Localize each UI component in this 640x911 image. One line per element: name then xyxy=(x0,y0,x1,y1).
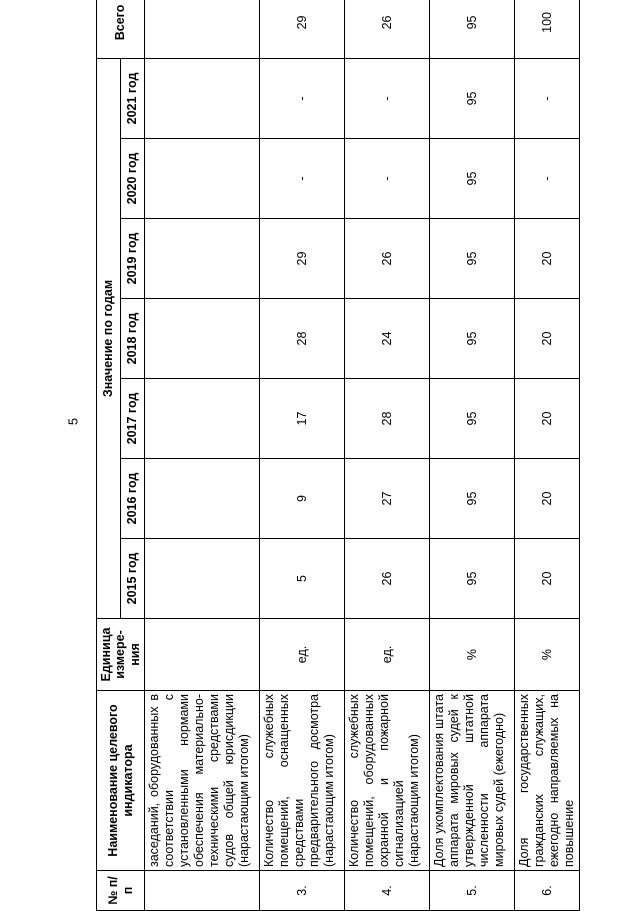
total-cell: 29 xyxy=(260,0,345,58)
header-year: 2021 год xyxy=(121,58,145,138)
value-cell: 17 xyxy=(260,379,345,459)
header-year: 2016 год xyxy=(121,459,145,539)
header-values-by-year: Значение по годам xyxy=(97,58,121,618)
total-cell: 100 xyxy=(515,0,580,58)
value-cell xyxy=(145,58,260,138)
table-row xyxy=(145,0,260,911)
header-unit: Единица измере-ния xyxy=(97,619,145,691)
value-cell: 26 xyxy=(345,219,430,299)
indicator-table xyxy=(96,0,580,911)
indicator-name: заседаний, оборудованных в соответствии с установленными нормами обеспечения материально-техническими средствами судов общей юрисдикции (нарастающим итогом) xyxy=(145,691,260,871)
value-cell: - xyxy=(260,139,345,219)
value-cell: 20 xyxy=(515,379,580,459)
value-cell: 95 xyxy=(430,139,515,219)
indicator-name: Количество служебных помещений, оборудованных охранной и пожарной сигнализацией (нарастающим итогом) xyxy=(345,691,430,871)
row-number: 3. xyxy=(260,871,345,911)
value-cell xyxy=(145,459,260,539)
row-number: 4. xyxy=(345,871,430,911)
table-header xyxy=(97,0,145,911)
page-number: 5 xyxy=(65,417,81,426)
header-number: № п/п xyxy=(97,871,145,911)
header-year: 2019 год xyxy=(121,219,145,299)
table-row xyxy=(430,0,515,911)
value-cell: 9 xyxy=(260,459,345,539)
value-cell: 20 xyxy=(515,219,580,299)
value-cell: - xyxy=(515,58,580,138)
unit-cell: % xyxy=(515,619,580,691)
value-cell: 28 xyxy=(260,299,345,379)
unit-cell xyxy=(145,619,260,691)
table-row xyxy=(260,0,345,911)
value-cell: 95 xyxy=(430,58,515,138)
indicator-name: Доля укомплектования штата аппарата мировых судей к утвержденной штатной численности аппарата мировых судей (ежегодно) xyxy=(430,691,515,871)
indicator-name: Доля государственных гражданских служащих, ежегодно направляемых на повышение xyxy=(515,691,580,871)
value-cell: 95 xyxy=(430,379,515,459)
value-cell: - xyxy=(345,58,430,138)
unit-cell: ед. xyxy=(260,619,345,691)
value-cell: 95 xyxy=(430,459,515,539)
header-indicator-name: Наименование целевого индикатора xyxy=(97,691,145,871)
row-number: 6. xyxy=(515,871,580,911)
value-cell: 29 xyxy=(260,219,345,299)
total-cell: 95 xyxy=(430,0,515,58)
header-year: 2015 год xyxy=(121,539,145,619)
value-cell: - xyxy=(345,139,430,219)
value-cell: 28 xyxy=(345,379,430,459)
header-year: 2020 год xyxy=(121,139,145,219)
total-cell xyxy=(145,0,260,58)
table-row xyxy=(345,0,430,911)
value-cell: - xyxy=(260,58,345,138)
header-total: Всего xyxy=(97,0,145,58)
header-year: 2017 год xyxy=(121,379,145,459)
unit-cell: ед. xyxy=(345,619,430,691)
value-cell: 20 xyxy=(515,539,580,619)
value-cell xyxy=(145,379,260,459)
total-cell: 26 xyxy=(345,0,430,58)
value-cell: 5 xyxy=(260,539,345,619)
value-cell xyxy=(145,539,260,619)
value-cell: 24 xyxy=(345,299,430,379)
value-cell xyxy=(145,139,260,219)
table-row xyxy=(515,0,580,911)
row-number: 5. xyxy=(430,871,515,911)
value-cell xyxy=(145,219,260,299)
value-cell: 20 xyxy=(515,299,580,379)
unit-cell: % xyxy=(430,619,515,691)
value-cell: 95 xyxy=(430,219,515,299)
value-cell: 95 xyxy=(430,299,515,379)
value-cell: 95 xyxy=(430,539,515,619)
indicator-name: Количество служебных помещений, оснащенных средствами предварительного досмотра (нарастающим итогом) xyxy=(260,691,345,871)
header-year: 2018 год xyxy=(121,299,145,379)
value-cell xyxy=(145,299,260,379)
value-cell: 27 xyxy=(345,459,430,539)
value-cell: - xyxy=(515,139,580,219)
value-cell: 26 xyxy=(345,539,430,619)
indicator-table-wrapper xyxy=(96,4,640,911)
value-cell: 20 xyxy=(515,459,580,539)
